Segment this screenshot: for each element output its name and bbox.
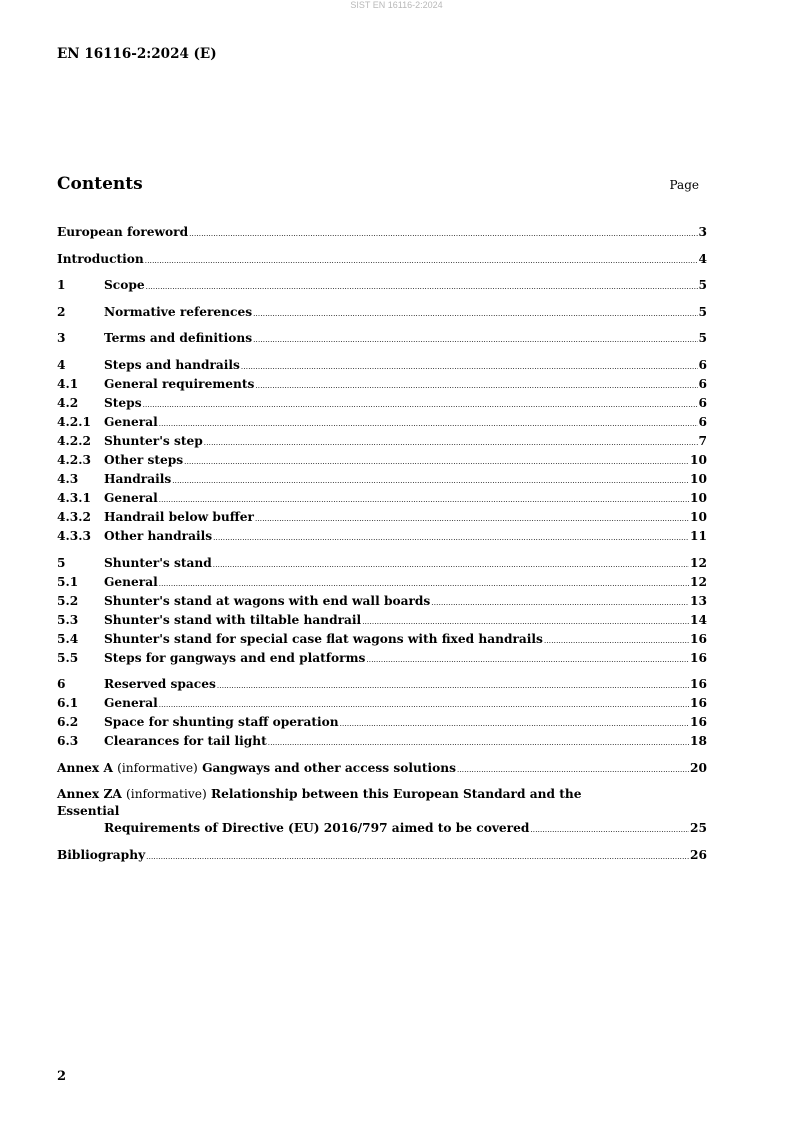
dot-leader (241, 359, 698, 376)
dot-leader (146, 279, 698, 296)
toc-entry-title: Steps for gangways and end platforms (104, 650, 366, 665)
toc-entry-bibliography[interactable] (57, 847, 707, 866)
toc-entry[interactable] (57, 733, 707, 752)
dot-leader (457, 762, 689, 779)
dot-leader (204, 435, 698, 452)
toc-page-number: 10 (690, 490, 707, 505)
dot-leader (143, 397, 698, 414)
toc-page-number: 12 (690, 574, 707, 589)
toc-section-number: 4.2 (57, 395, 79, 410)
toc-page-number: 13 (690, 593, 707, 608)
dot-leader (366, 652, 689, 669)
toc-section-number: 4 (57, 357, 66, 372)
toc-entry-title: Reserved spaces (104, 677, 216, 692)
toc-entry-title: Other steps (104, 452, 184, 467)
dot-leader (213, 557, 689, 574)
toc-entry[interactable] (57, 395, 707, 414)
toc-entry-title: Normative references (104, 304, 253, 319)
toc-page-number: 18 (690, 734, 707, 749)
toc-page-number: 26 (690, 847, 707, 862)
toc-entry-title: Clearances for tail light (104, 734, 267, 749)
dot-leader (159, 416, 698, 433)
toc-section-number: 4.2.3 (57, 452, 91, 467)
toc-entry-annex-za[interactable] (57, 786, 707, 839)
dot-leader (253, 306, 697, 323)
page-column-label: Page (669, 178, 699, 192)
toc-entry-title: Space for shunting staff operation (104, 715, 339, 730)
toc-section-number: 4.3.2 (57, 509, 91, 524)
toc-entry[interactable] (57, 650, 707, 669)
toc-page-number: 5 (698, 278, 707, 293)
toc-entry-title: Scope (104, 278, 145, 293)
toc-entry[interactable] (57, 277, 707, 296)
toc-entry[interactable] (57, 490, 707, 509)
toc-entry[interactable] (57, 676, 707, 695)
toc-entry[interactable] (57, 433, 707, 452)
toc-entry-title: General (104, 696, 158, 711)
toc-entry[interactable] (57, 528, 707, 547)
toc-entry[interactable] (57, 509, 707, 528)
toc-entry[interactable] (57, 452, 707, 471)
toc-entry-title: General (104, 490, 158, 505)
toc-entry-title: Shunter's step (104, 433, 203, 448)
toc-section-number: 3 (57, 331, 66, 346)
toc-section-number: 5.1 (57, 574, 79, 589)
toc-entry[interactable] (57, 357, 707, 376)
dot-leader (159, 492, 689, 509)
toc-page-number: 4 (698, 251, 707, 266)
toc-entry[interactable] (57, 471, 707, 490)
dot-leader (189, 226, 697, 243)
dot-leader (340, 716, 689, 733)
contents-heading: Contents (57, 174, 143, 194)
toc-page-number: 6 (698, 395, 707, 410)
toc-section-number: 5.4 (57, 631, 79, 646)
annex-label: Annex ZA (57, 787, 122, 802)
toc-page-number: 25 (690, 821, 707, 836)
dot-leader (159, 697, 689, 714)
annex-type: (informative) (117, 760, 198, 775)
toc-page-number: 10 (690, 509, 707, 524)
toc-entry-title: Steps (104, 395, 142, 410)
annex-label: Annex A (57, 760, 113, 775)
dot-leader (255, 378, 697, 395)
dot-leader (146, 849, 689, 866)
toc-page-number: 11 (690, 528, 707, 543)
toc-section-number: 4.2.1 (57, 414, 91, 429)
toc-page-number: 14 (690, 612, 707, 627)
toc-section-number: 5.2 (57, 593, 79, 608)
toc-section-number: 4.1 (57, 376, 79, 391)
toc-page-number: 6 (698, 376, 707, 391)
toc-page-number: 12 (690, 555, 707, 570)
toc-page-number: 16 (690, 696, 707, 711)
document-id: EN 16116-2:2024 (E) (57, 46, 217, 62)
dot-leader (159, 576, 689, 593)
toc-section-number: 6.2 (57, 715, 79, 730)
toc-page-number: 10 (690, 471, 707, 486)
toc-page-number: 16 (690, 715, 707, 730)
toc-section-number: 4.3.3 (57, 528, 91, 543)
toc-page-number: 16 (690, 631, 707, 646)
toc-entry[interactable] (57, 695, 707, 714)
annex-title: Gangways and other access solutions (202, 760, 456, 775)
toc-page-number: 5 (698, 304, 707, 319)
toc-entry[interactable] (57, 593, 707, 612)
dot-leader (172, 473, 689, 490)
toc-entry[interactable] (57, 376, 707, 395)
table-of-contents (57, 224, 707, 866)
dot-leader (544, 633, 689, 650)
watermark: SIST EN 16116-2:2024 (350, 0, 443, 10)
toc-page-number: 16 (690, 677, 707, 692)
toc-entry-title: General (104, 574, 158, 589)
toc-entry-annex-a[interactable] (57, 760, 707, 779)
toc-page-number: 20 (690, 760, 707, 775)
toc-page-number: 6 (698, 414, 707, 429)
dot-leader (213, 530, 689, 547)
dot-leader (217, 678, 689, 695)
dot-leader (268, 735, 689, 752)
toc-entry[interactable] (57, 304, 707, 323)
toc-entry[interactable] (57, 612, 707, 631)
dot-leader (362, 614, 689, 631)
toc-section-number: 6.1 (57, 696, 79, 711)
toc-entry-title: Other handrails (104, 528, 213, 543)
toc-entry[interactable] (57, 574, 707, 593)
toc-section-number: 5.3 (57, 612, 79, 627)
toc-entry-title: Bibliography (57, 847, 146, 862)
toc-page-number: 10 (690, 452, 707, 467)
annex-type: (informative) (126, 787, 207, 802)
dot-leader (255, 511, 689, 528)
toc-entry-title: Steps and handrails (104, 357, 240, 372)
toc-entry[interactable] (57, 714, 707, 733)
toc-entry[interactable] (57, 414, 707, 433)
toc-entry-title: Handrail below buffer (104, 509, 254, 524)
toc-section-number: 6 (57, 677, 66, 692)
annex-title-line1: Relationship between this European Standard and the Essential (57, 787, 582, 819)
toc-section-number: 5 (57, 555, 66, 570)
toc-entry-title: Shunter's stand (104, 555, 212, 570)
toc-page-number: 3 (698, 225, 707, 239)
annex-title-line2: Requirements of Directive (EU) 2016/797 aimed to be covered (104, 821, 530, 836)
toc-entry-title: Shunter's stand with tiltable handrail (104, 612, 362, 627)
toc-entry-title: Shunter's stand for special case flat wagons with fixed handrails (104, 631, 543, 646)
dot-leader (253, 332, 697, 349)
toc-entry-title: General requirements (104, 376, 255, 391)
toc-section-number: 5.5 (57, 650, 79, 665)
toc-entry[interactable] (57, 330, 707, 349)
page-number: 2 (57, 1069, 67, 1084)
toc-entry-title: European foreword (57, 225, 189, 239)
toc-page-number: 16 (690, 650, 707, 665)
toc-entry-title: Terms and definitions (104, 331, 253, 346)
toc-page-number: 6 (698, 357, 707, 372)
toc-entry[interactable] (57, 224, 707, 243)
toc-section-number: 2 (57, 304, 66, 319)
toc-section-number: 6.3 (57, 734, 79, 749)
toc-entry[interactable] (57, 555, 707, 574)
toc-page-number: 7 (698, 433, 707, 448)
toc-entry[interactable] (57, 631, 707, 650)
toc-page-number: 5 (698, 331, 707, 346)
toc-entry-title: Shunter's stand at wagons with end wall boards (104, 593, 431, 608)
dot-leader (530, 822, 689, 839)
toc-section-number: 4.3.1 (57, 490, 91, 505)
toc-entry-title: Introduction (57, 251, 144, 266)
toc-entry[interactable] (57, 251, 707, 270)
toc-entry-title: Handrails (104, 471, 172, 486)
toc-section-number: 1 (57, 278, 66, 293)
toc-entry-title: General (104, 414, 158, 429)
toc-section-number: 4.3 (57, 471, 79, 486)
dot-leader (431, 595, 689, 612)
dot-leader (184, 454, 689, 471)
dot-leader (145, 253, 698, 270)
toc-section-number: 4.2.2 (57, 433, 91, 448)
